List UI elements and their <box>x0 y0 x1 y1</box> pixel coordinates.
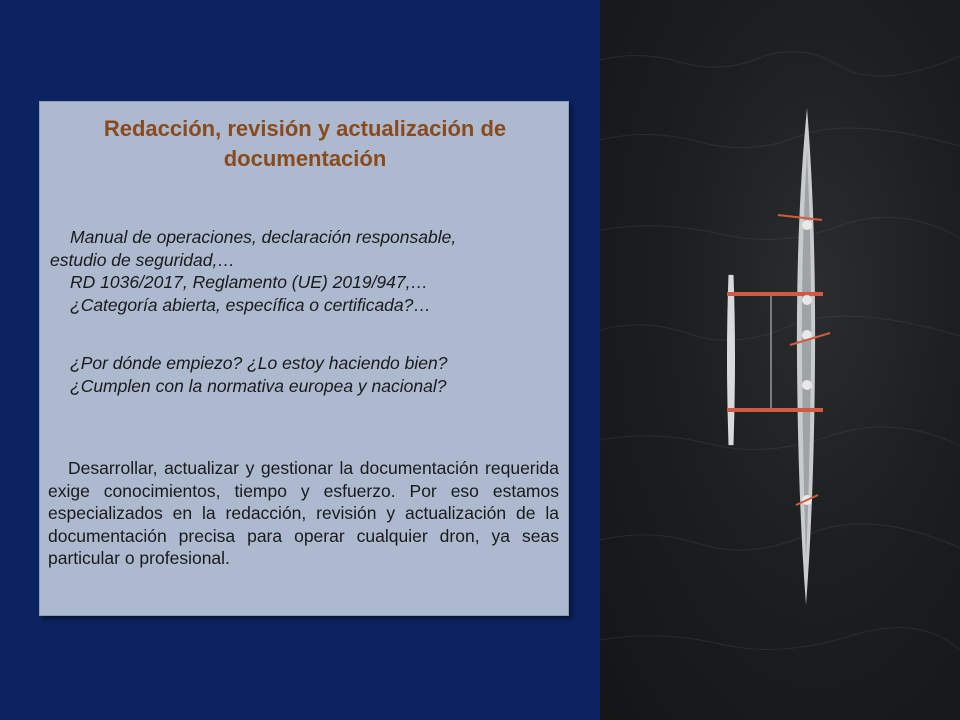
questions-block <box>50 352 558 397</box>
documents-list <box>50 226 558 316</box>
question-line-2: ¿Cumplen con la normativa europea y nacional? <box>70 375 447 396</box>
description-text: Desarrollar, actualizar y gestionar la documentación requerida exige conocimientos, tiempo y esfuerzo. Por eso estamos especializados en la redacción, revisión y actualización de la documentación precisa para operar cualquier dron, ya seas particular o profesional. <box>48 458 559 568</box>
title-line-2: documentación <box>223 146 387 171</box>
card-title <box>40 114 570 174</box>
documents-line-4: ¿Categoría abierta, específica o certificada?… <box>70 294 431 315</box>
title-line-1: Redacción, revisión y actualización de <box>103 116 507 141</box>
description-paragraph <box>48 457 559 570</box>
documents-line-3: RD 1036/2017, Reglamento (UE) 2019/947,… <box>70 272 428 292</box>
info-card <box>39 101 569 616</box>
question-line-1: ¿Por dónde empiezo? ¿Lo estoy haciendo bien? <box>70 353 448 373</box>
documents-line-1: Manual de operaciones, declaración responsable, <box>70 227 457 247</box>
documents-line-2: estudio de seguridad,… <box>50 249 235 270</box>
aerial-outrigger-canoe-image <box>600 0 960 720</box>
